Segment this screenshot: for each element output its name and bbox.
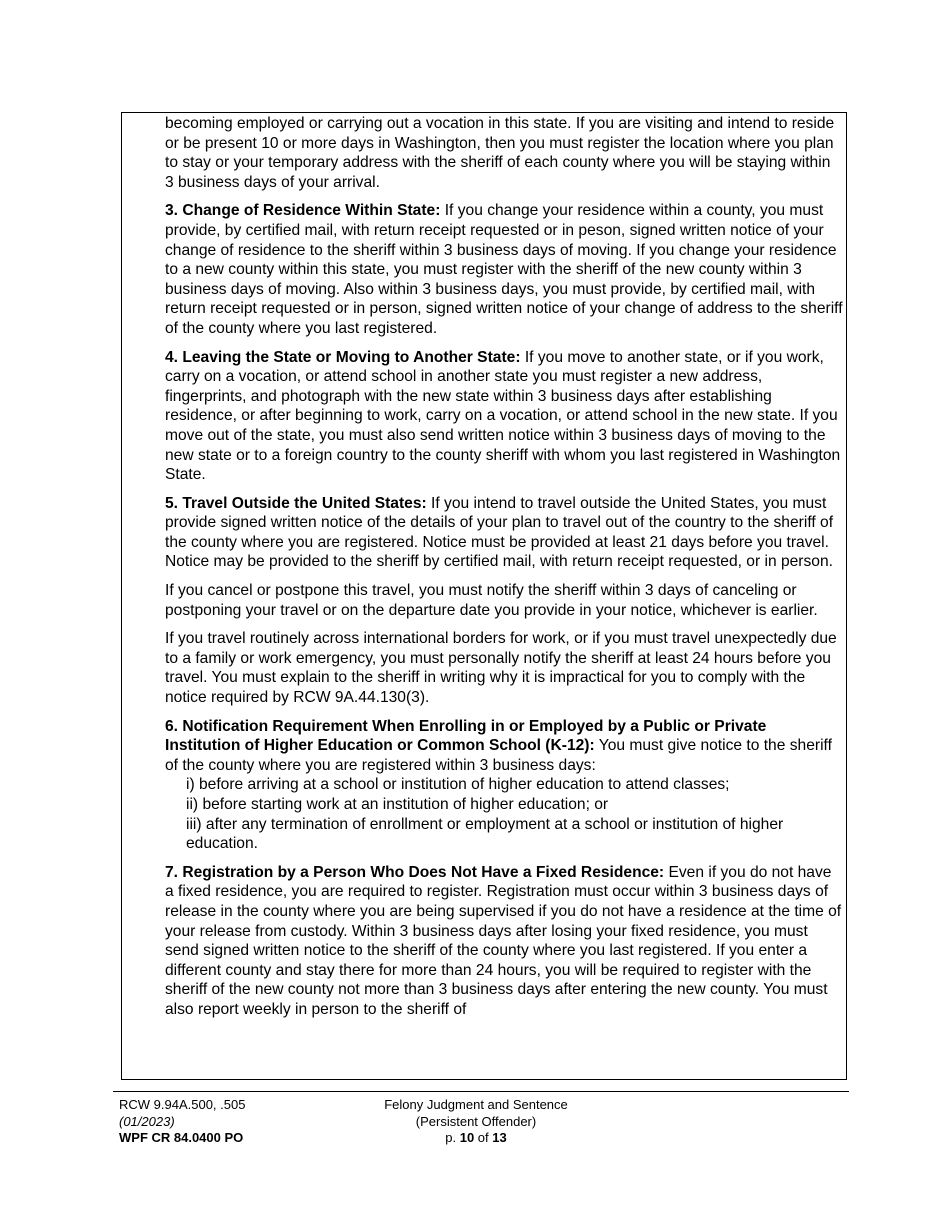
footer-divider [113, 1091, 849, 1092]
page-total: 13 [492, 1130, 507, 1145]
section-4-heading: 4. Leaving the State or Moving to Another State: [165, 348, 521, 366]
footer-left [119, 1097, 245, 1147]
section-6-list-item: i) before arriving at a school or institution of higher education to attend classes; [186, 776, 730, 794]
footer-title: Felony Judgment and Sentence [384, 1097, 568, 1112]
footer-center [326, 1097, 626, 1147]
intro-paragraph: becoming employed or carrying out a vocation in this state. If you are visiting and intend to reside or be present 10 or more days in Washington, then you must register the location where you plan to stay or your temporary address with the sheriff of each county where you will be staying within 3 business days of your arrival. [165, 115, 835, 191]
section-7-heading: 7. Registration by a Person Who Does Not Have a Fixed Residence: [165, 863, 665, 881]
section-4-paragraph [165, 348, 843, 485]
section-5-heading: 5. Travel Outside the United States: [165, 494, 427, 512]
section-6-text: You must give notice to the sheriff of the county where you are registered within 3 business days: [165, 737, 832, 774]
section-5-text: If you intend to travel outside the United States, you must provide signed written notice of the details of your plan to travel out of the country to the sheriff of the county where you are registered. Notice must be provided at least 21 days before you travel. Notice may be provided to the sheriff by certified mail, with return receipt requested, or in person. [165, 494, 834, 571]
page-prefix: p. [445, 1130, 460, 1145]
section-3-heading: 3. Change of Residence Within State: [165, 202, 441, 220]
footer-subtitle: (Persistent Offender) [415, 1113, 537, 1129]
section-6-list-item: iii) after any termination of enrollment or employment at a school or institution of higher education. [186, 815, 784, 853]
section-6-block [165, 717, 843, 854]
section-3-text: If you change your residence within a county, you must provide, by certified mail, with return receipt requested or in peson, signed written notice of your change of residence to the sheriff within 3 business days of moving. If you change your residence to a new county within this state, you must register with the sheriff of the new county within 3 business days of moving. Also within 3 business days, you must provide, by certified mail, with return receipt requested or in person, signed written notice of your change of address to the sheriff of the county where you last registered. [165, 202, 843, 337]
section-6-list-item: ii) before starting work at an institution of higher education; or [186, 796, 609, 813]
page-current: 10 [459, 1130, 475, 1145]
page-of: of [474, 1130, 493, 1145]
footer-form-number: WPF CR 84.0400 PO [119, 1130, 244, 1145]
page-number [326, 1130, 626, 1147]
section-7-paragraph [165, 863, 843, 1020]
document-content [165, 113, 843, 1029]
section-5-routine-travel-paragraph: If you travel routinely across international borders for work, or if you must travel unexpectedly due to a family or work emergency, you must personally notify the sheriff at least 24 hours before you travel. You must explain to the sheriff in writing why it is impractical for you to comply with the notice required by RCW 9A.44.130(3). [165, 630, 837, 707]
section-5-cancel-paragraph: If you cancel or postpone this travel, you must notify the sheriff within 3 days of canceling or postponing your travel or on the departure date you provide in your notice, whichever is earlier. [165, 582, 818, 619]
footer-date: (01/2023) [119, 1113, 175, 1129]
section-7-text: Even if you do not have a fixed residence, you are required to register. Registration must occur within 3 business days of release in the county where you are being supervised if you do not have a residence at the time of your release from custody. Within 3 business days after losing your fixed residence, you must send signed written notice to the sheriff of the county where you last registered. If you enter a different county and stay there for more than 24 hours, you will be required to register with the sheriff of the new county not more than 3 business days after entering the new county. You must also report weekly in person to the sheriff of [165, 863, 842, 1018]
section-5-paragraph [165, 494, 843, 572]
footer-rcw: RCW 9.94A.500, .505 [119, 1097, 246, 1112]
section-3-paragraph [165, 201, 843, 338]
section-6-paragraph [165, 717, 843, 776]
section-4-text: If you move to another state, or if you work, carry on a vocation, or attend school in another state you must register a new address, fingerprints, and photograph with the new state within 3 business days after establishing residence, or after beginning to work, carry on a vocation, or attend school in the new state. If you move out of the state, you must also send written notice within 3 business days of moving to the new state or to a foreign country to the county sheriff with whom you last registered in Washington State. [165, 348, 841, 484]
section-6-heading: 6. Notification Requirement When Enrolling in or Employed by a Public or Private Institution of Higher Education or Common School (K-12): [165, 717, 767, 755]
document-body-box [121, 112, 847, 1080]
